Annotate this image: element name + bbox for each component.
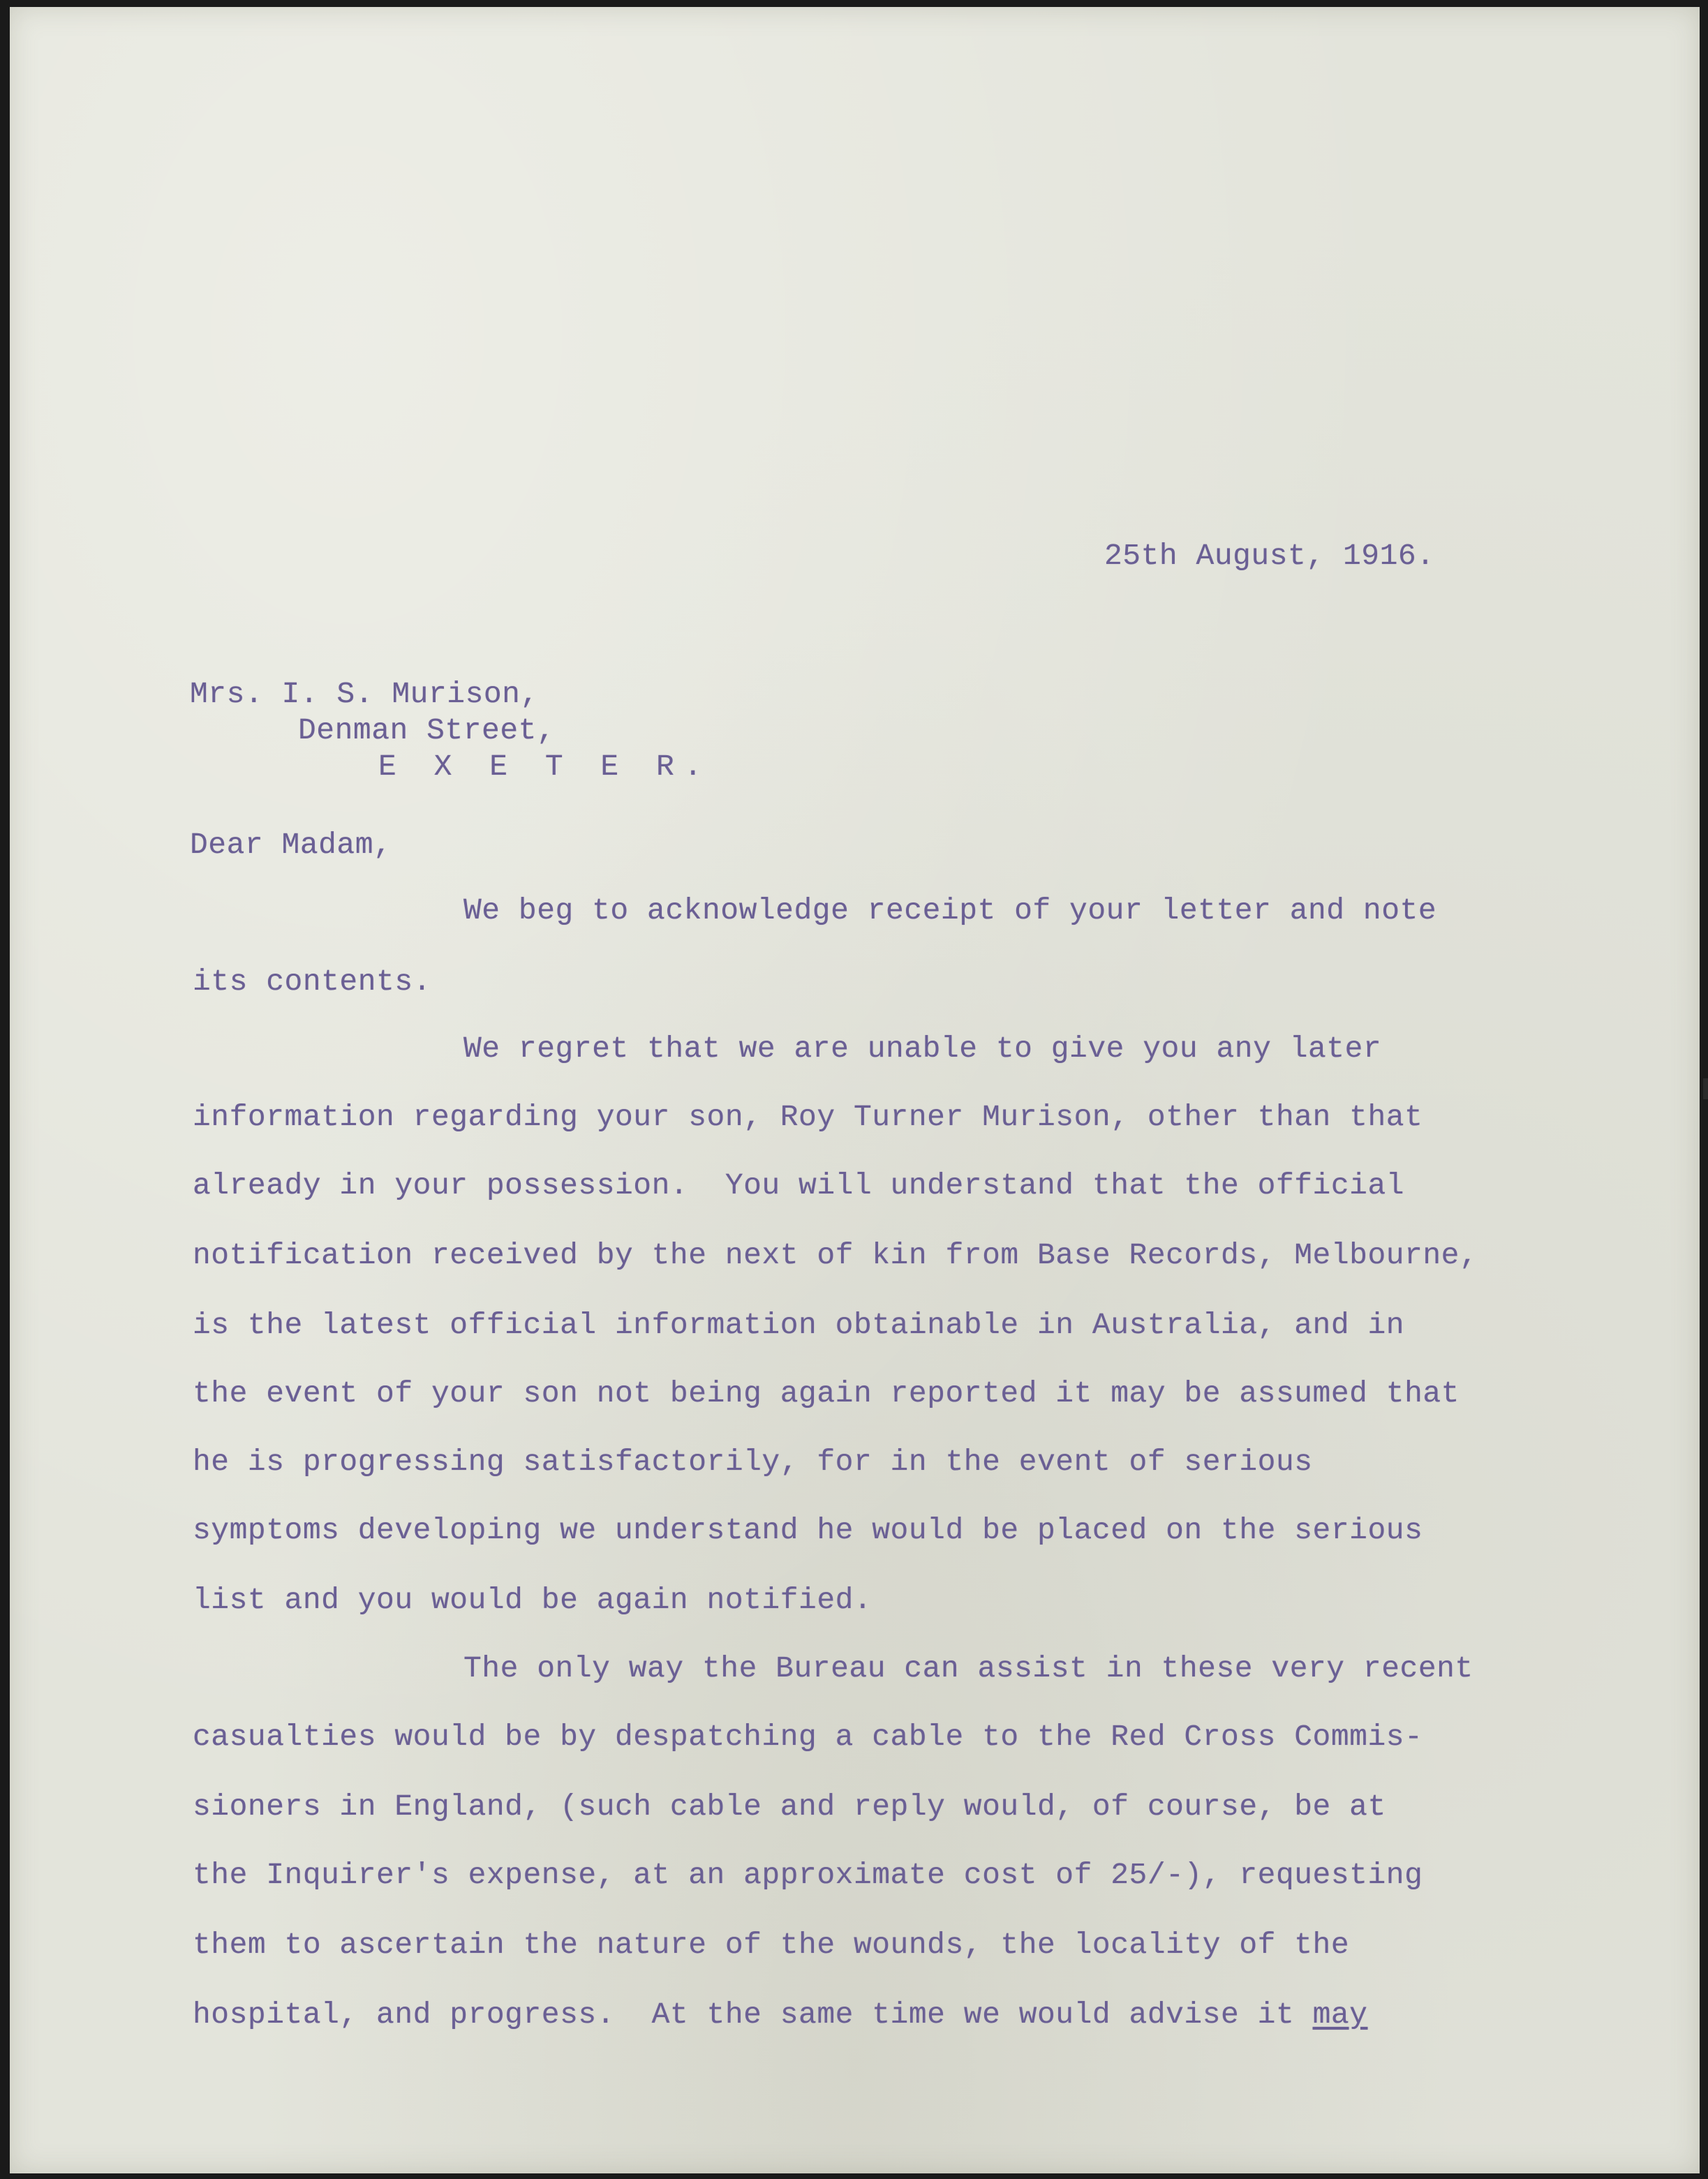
paragraph-2-line: symptoms developing we understand he would be placed on the serious bbox=[193, 1513, 1423, 1547]
letter-date: 25th August, 1916. bbox=[1104, 539, 1435, 573]
paragraph-2-line: notification received by the next of kin from Base Records, Melbourne, bbox=[193, 1238, 1478, 1272]
recipient-street: Denman Street, bbox=[298, 713, 556, 748]
last-line bbox=[193, 1998, 1367, 2032]
recipient-town: E X E T E R. bbox=[378, 750, 712, 784]
page-edge-mark bbox=[1703, 1078, 1708, 1099]
paragraph-2-line: the event of your son not being again reported it may be assumed that bbox=[193, 1376, 1460, 1411]
letter-page bbox=[10, 7, 1700, 2173]
underlined-word: may bbox=[1312, 1998, 1368, 2032]
paragraph-3-line: them to ascertain the nature of the wounds, the locality of the bbox=[193, 1928, 1350, 1962]
paragraph-3-line: the Inquirer's expense, at an approximate cost of 25/-), requesting bbox=[193, 1858, 1423, 1892]
paragraph-2-line: information regarding your son, Roy Turner Murison, other than that bbox=[193, 1100, 1423, 1134]
last-line-text: hospital, and progress. At the same time we would advise it bbox=[193, 1998, 1313, 2032]
paragraph-2-line: list and you would be again notified. bbox=[193, 1583, 872, 1617]
paragraph-2-line: is the latest official information obtainable in Australia, and in bbox=[193, 1308, 1405, 1342]
paragraph-2-line: already in your possession. You will understand that the official bbox=[193, 1168, 1405, 1203]
salutation: Dear Madam, bbox=[190, 828, 392, 862]
paragraph-1-line: We beg to acknowledge receipt of your letter and note bbox=[463, 893, 1437, 928]
paragraph-2-line: We regret that we are unable to give you any later bbox=[463, 1032, 1382, 1066]
paragraph-1-line: its contents. bbox=[193, 965, 431, 999]
paragraph-3-line: sioners in England, (such cable and reply would, of course, be at bbox=[193, 1790, 1386, 1824]
recipient-name: Mrs. I. S. Murison, bbox=[190, 677, 539, 711]
paragraph-3-line: The only way the Bureau can assist in these very recent bbox=[463, 1651, 1473, 1686]
paragraph-2-line: he is progressing satisfactorily, for in the event of serious bbox=[193, 1445, 1313, 1479]
paragraph-3-line: casualties would be by despatching a cable to the Red Cross Commis- bbox=[193, 1720, 1423, 1754]
